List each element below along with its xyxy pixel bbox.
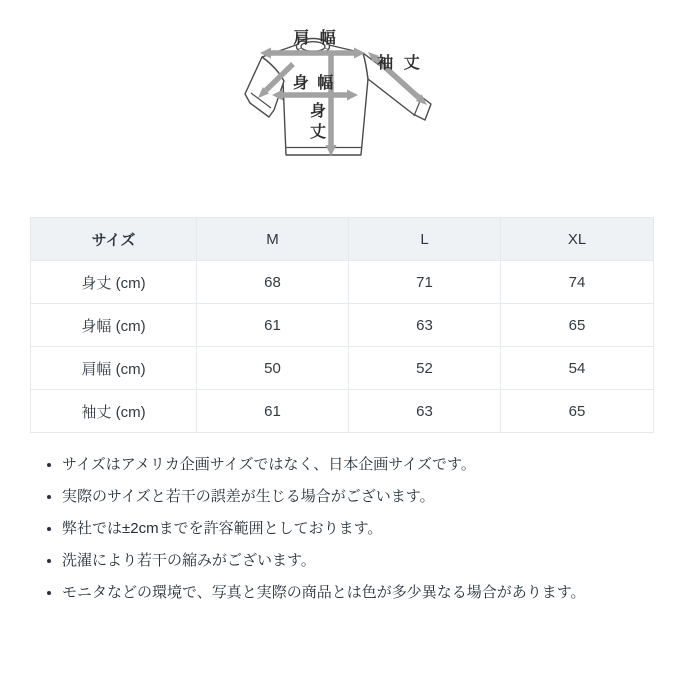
size-table [30,217,654,433]
cell-sleeve-length-xl: 65 [501,390,654,433]
note-item-shrinkage: • 洗濯により若干の縮みがございます。 [62,550,680,571]
note-item-tolerance: • 弊社では±2cmまでを許容範囲としております。 [62,518,680,539]
note-item-sizing-standard: • サイズはアメリカ企画サイズではなく、日本企画サイズです。 [62,454,680,475]
row-label-sleeve-length: 袖丈 (cm) [31,390,197,433]
cell-body-width-m: 61 [197,304,349,347]
cell-sleeve-length-l: 63 [349,390,501,433]
cell-body-width-xl: 65 [501,304,654,347]
table-row-body-width [31,304,654,347]
table-row-sleeve-length [31,390,654,433]
body-length-label-char1: 身 [309,103,327,120]
cell-body-width-l: 63 [349,304,501,347]
row-label-body-length: 身丈 (cm) [31,261,197,304]
table-row-body-length [31,261,654,304]
notes-list [30,454,680,614]
note-item-color-difference: • モニタなどの環境で、写真と実際の商品とは色が多少異なる場合があります。 [62,582,680,603]
body-width-label: 身 幅 [292,75,336,92]
cell-shoulder-width-l: 52 [349,347,501,390]
shirt-measurement-diagram [230,15,450,165]
body-length-label-char2: 丈 [309,124,327,141]
note-item-size-deviation: • 実際のサイズと若干の誤差が生じる場合がございます。 [62,486,680,507]
size-table-header-m: M [197,218,349,261]
row-label-body-width: 身幅 (cm) [31,304,197,347]
shoulder-width-label: 肩 幅 [293,30,339,47]
size-table-header-row [31,218,654,261]
size-table-header-l: L [349,218,501,261]
cell-body-length-xl: 74 [501,261,654,304]
sleeve-length-label: 袖 丈 [377,55,423,72]
row-label-shoulder-width: 肩幅 (cm) [31,347,197,390]
cell-shoulder-width-m: 50 [197,347,349,390]
size-table-header-size: サイズ [31,218,197,261]
cell-body-length-l: 71 [349,261,501,304]
size-table-header-xl: XL [501,218,654,261]
table-row-shoulder-width [31,347,654,390]
cell-sleeve-length-m: 61 [197,390,349,433]
cell-body-length-m: 68 [197,261,349,304]
cell-shoulder-width-xl: 54 [501,347,654,390]
